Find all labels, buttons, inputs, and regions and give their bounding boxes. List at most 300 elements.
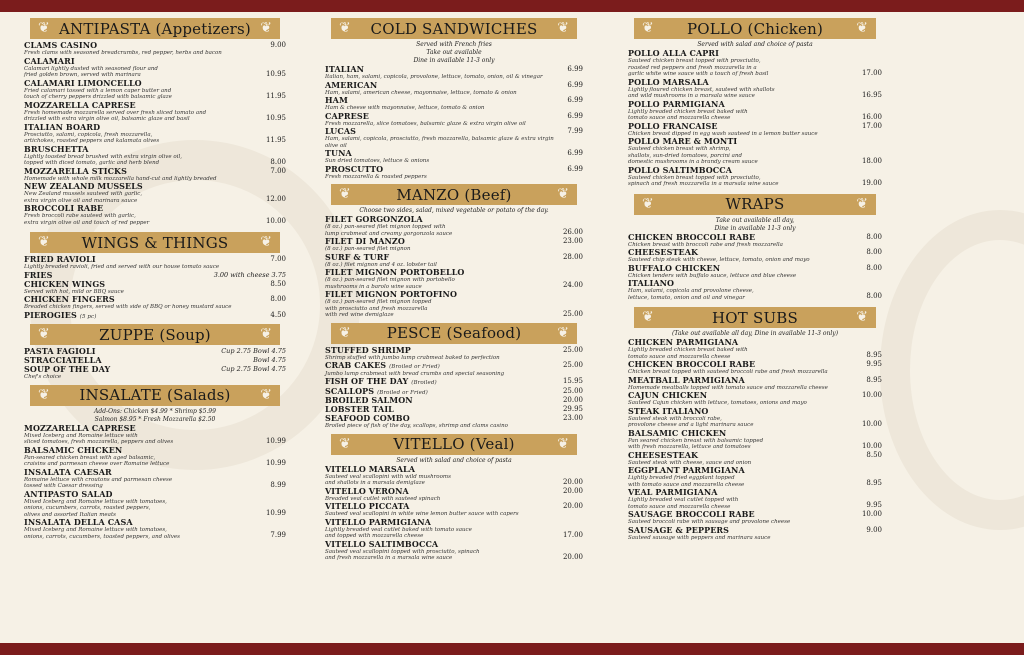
item-description: Breaded veal cutlet with sauteed spinach: [325, 495, 441, 502]
item-name-text: INSALATA DELLA CASA: [24, 517, 133, 527]
item-description: (8 oz.) filet mignon and 4 oz. lobster tail: [325, 261, 437, 268]
item-description: Lightly breaded chicken breast baked with: [628, 108, 748, 115]
column-right: [628, 14, 882, 541]
menu-item: [24, 145, 286, 167]
item-description: Pan-seared chicken breast with aged balsamic,: [24, 454, 156, 461]
item-name: [628, 391, 854, 400]
item-name-text: CHICKEN FINGERS: [24, 294, 115, 304]
item-name-text: LOBSTER TAIL: [325, 404, 394, 414]
menu-item: [628, 264, 882, 280]
item-description: and shallots in a marsala demiglaze: [325, 480, 425, 486]
item-name: [325, 253, 555, 262]
item-price: 26.00: [562, 228, 583, 236]
section-insalate: [24, 385, 286, 541]
item-name: [628, 407, 854, 416]
item-name-text: FRIES: [24, 269, 53, 280]
item-name-text: INSALATA CAESAR: [24, 466, 112, 477]
section-manzo: [325, 184, 583, 319]
item-name: [24, 518, 258, 527]
item-price: 24.00: [562, 281, 583, 289]
item-description: Lightly breaded veal cutlet baked with tomato sauce: [325, 526, 472, 533]
bull-head-icon: ❦: [557, 186, 569, 202]
item-description: Mixed Iceberg and Romaine lettuce with tomatoes,: [24, 527, 167, 533]
item-name-text: NEW ZEALAND MUSSELS: [24, 181, 143, 191]
section-title: COLD SANDWICHES: [370, 19, 538, 38]
item-description: Romaine lettuce with croutons and parmesan cheese: [24, 476, 173, 483]
item-name: [24, 182, 258, 191]
section-header-hotsubs: [634, 307, 876, 328]
item-name-text: SAUSAGE BROCCOLI RABE: [628, 509, 755, 519]
bull-head-icon: ❦: [38, 386, 50, 403]
bull-head-icon: ❦: [339, 186, 351, 202]
item-name-text: ANTIPASTO SALAD: [24, 488, 113, 499]
item-description: Homemade with whole milk mozzarella hand-cut and lightly breaded: [24, 175, 217, 182]
item-description: Fresh homemade mozzarella served over fresh sliced tomato and: [24, 109, 207, 116]
item-name-text: SURF & TURF: [325, 251, 390, 262]
item-description: Chicken breast topped with sauteed broccoli rabe and fresh mozzarella: [628, 369, 828, 375]
menu-item: [24, 424, 286, 446]
item-name: [24, 57, 258, 66]
item-name-text: POLLO PARMIGIANA: [628, 98, 725, 109]
menu-item: [628, 233, 882, 249]
bull-head-icon: ❦: [557, 20, 569, 36]
item-price: 25.00: [562, 361, 583, 369]
menu-item: [628, 488, 882, 510]
item-name-text: HAM: [325, 95, 348, 105]
item-name: [628, 122, 854, 131]
item-name-text: VITELLO MARSALA: [325, 463, 416, 474]
item-description: Ham & cheese with mayonnaise, lettuce, tomato & onion: [325, 105, 485, 111]
item-price: 10.00: [861, 391, 882, 399]
item-description: shallots, sun-dried tomatoes, porcini and: [628, 152, 743, 159]
item-name-text: CHEESESTEAK: [628, 449, 699, 460]
item-name-text: BRUSCHETTA: [24, 143, 89, 154]
item-price: 8.95: [866, 351, 882, 359]
item-name: [24, 311, 258, 321]
section-header-vitello: [331, 434, 577, 455]
item-name-text: SOUP OF THE DAY: [24, 364, 111, 374]
item-name: [628, 49, 854, 58]
item-description: Mixed Iceberg and Romaine lettuce with: [24, 432, 138, 439]
item-description: Broiled piece of fish of the day, scallops, shrimp and clams casino: [325, 423, 508, 429]
item-description: mushrooms in a barolo wine sauce: [325, 283, 422, 290]
bull-head-icon: ❦: [260, 386, 272, 403]
item-price: 16.00: [861, 112, 882, 121]
item-name: [24, 280, 258, 289]
item-name: [325, 237, 555, 246]
section-title: WINGS & THINGS: [81, 233, 229, 252]
item-description: Served with hot, mild or BBQ sauce: [24, 288, 124, 295]
menu-item: [24, 57, 286, 79]
section-subtitle: Take out available all day,: [715, 216, 795, 224]
menu-item: [24, 280, 286, 296]
section-title: INSALATE (Salads): [79, 386, 231, 404]
bull-head-icon: ❦: [642, 309, 654, 325]
menu-item: [24, 123, 286, 145]
item-description: Fresh mozzarella & roasted peppers: [325, 173, 427, 180]
menu-item: [325, 165, 583, 181]
section-subtitle: (Take out available all day, Dine in available 11-3 only): [671, 330, 839, 337]
item-name: [628, 510, 854, 519]
menu-item: [325, 361, 583, 377]
item-price: 20.00: [562, 396, 583, 404]
item-description: onions, carrots, cucumbers, toasted peppers, and olives: [24, 533, 180, 540]
item-description: domestic mushrooms in a brandy cream sauce: [628, 159, 758, 165]
item-price: 9.00: [270, 41, 286, 49]
item-name: [325, 268, 555, 277]
item-name-text: CAJUN CHICKEN: [628, 390, 708, 400]
item-name: [628, 360, 854, 369]
item-name: [628, 338, 854, 347]
item-price: 8.99: [270, 480, 286, 489]
menu-item: [325, 215, 583, 237]
item-description: Sauteed broccoli rabe with sausage and provolone cheese: [628, 519, 791, 525]
item-price: 7.00: [270, 166, 286, 175]
item-name-text: BALSAMIC CHICKEN: [628, 427, 727, 438]
menu-item: [325, 96, 583, 112]
section-title: WRAPS: [725, 195, 785, 213]
menu-item: [325, 65, 583, 81]
bull-head-icon: ❦: [38, 326, 50, 342]
item-name-text: MOZZARELLA CAPRESE: [24, 422, 136, 433]
item-price: 3.00 with cheese 3.75: [213, 270, 286, 279]
item-description: Ham, salami, copicola and provolone cheese,: [628, 288, 754, 294]
menu-item: [628, 78, 882, 100]
item-price: 10.99: [265, 436, 286, 445]
item-description: tomato sauce and mozzarella cheese: [628, 353, 731, 360]
item-price: 10.95: [265, 113, 286, 122]
item-description: Ham, salami, copicola, prosciutto, fresh mozzarella, balsamic glaze & extra virgin olive oil: [325, 136, 554, 149]
item-name: [325, 96, 555, 105]
item-price: 8.95: [866, 375, 882, 384]
item-name-text: FILET GORGONZOLA: [325, 214, 423, 224]
menu-item: [325, 237, 583, 253]
item-name-text: POLLO MARE & MONTI: [628, 136, 738, 146]
item-price: 8.00: [866, 292, 882, 300]
bull-head-icon: ❦: [856, 309, 868, 325]
item-name-text: FILET MIGNON PORTOFINO: [325, 289, 458, 299]
item-price: 12.00: [265, 195, 286, 203]
section-antipasta: [24, 18, 286, 226]
menu-item: [325, 518, 583, 540]
item-name-note: (5 pc): [79, 313, 97, 320]
item-name-text: STEAK ITALIANO: [628, 405, 709, 416]
item-description: (8 oz.) pan-seared filet mignon: [325, 246, 411, 252]
item-price: 20.00: [562, 552, 583, 561]
menu-item: [628, 510, 882, 526]
item-price: 6.99: [567, 65, 583, 73]
item-name: [325, 414, 555, 423]
item-description: Chicken breast dipped in egg wash sauteed in a lemon butter sauce: [628, 130, 818, 137]
menu-item: [628, 166, 882, 188]
item-name-text: FILET MIGNON PORTOBELLO: [325, 267, 465, 277]
item-name-text: STUFFED SHRIMP: [325, 344, 411, 355]
item-price: 8.00: [866, 248, 882, 256]
item-price: 8.50: [270, 279, 286, 288]
item-name-text: FILET DI MANZO: [325, 236, 405, 246]
item-name-text: SEAFOOD COMBO: [325, 413, 410, 423]
item-name-text: CALAMARI LIMONCELLO: [24, 77, 142, 88]
item-price: 6.99: [567, 80, 583, 89]
item-name: [24, 145, 258, 154]
item-name: [325, 165, 555, 174]
item-description: Sauteed steak with cheese, sauce and onion: [628, 459, 752, 466]
item-price: 25.00: [562, 345, 583, 354]
bottom-border: [0, 643, 1024, 655]
item-name: [325, 487, 555, 496]
item-price: 10.00: [861, 510, 882, 518]
item-price: 6.99: [567, 111, 583, 120]
top-border: [0, 0, 1024, 12]
item-name-text: VITELLO PARMIGIANA: [325, 516, 431, 527]
section-subtitle: Served with salad and choice of pasta: [396, 456, 512, 464]
section-header-cold: [331, 18, 577, 39]
bull-head-icon: ❦: [557, 324, 569, 341]
item-price: 29.95: [562, 405, 583, 413]
section-title: PESCE (Seafood): [386, 324, 522, 342]
item-price: 9.95: [866, 360, 882, 368]
item-description: roasted red peppers and fresh mozzarella in a: [628, 64, 757, 71]
menu-item: [628, 360, 882, 376]
item-name-note: (Broiled or Fried): [377, 389, 428, 396]
item-name: [24, 424, 258, 433]
item-description: Sauteed chicken breast with shrimp,: [628, 146, 731, 152]
item-name: [628, 137, 854, 146]
item-description: Italian, ham, salami, copicola, provolone, lettuce, tomato, onion, oil & vinegar: [325, 74, 543, 80]
menu-item: [628, 122, 882, 138]
section-title: VITELLO (Veal): [393, 435, 515, 453]
menu-item: [628, 279, 882, 301]
item-name-note: (Broiled): [411, 380, 437, 386]
menu-item: [24, 41, 286, 57]
item-name: [24, 255, 258, 264]
section-subtitle: Dine in available 11-3 only: [413, 57, 495, 64]
menu-item: [628, 451, 882, 467]
item-price: 15.95: [562, 377, 583, 385]
item-name: [24, 123, 258, 132]
menu-item: [325, 487, 583, 503]
item-name-text: ITALIAN BOARD: [24, 121, 101, 132]
item-name-text: STRACCIATELLA: [24, 355, 102, 365]
right-watermark: [880, 210, 1024, 530]
bull-head-icon: ❦: [856, 20, 868, 36]
item-name: [24, 468, 258, 477]
item-description: Fresh mozzarella, slice tomatoes, balsamic glaze & extra virgin olive oil: [325, 120, 526, 127]
item-description: garlic white wine sauce with a touch of fresh basil: [628, 71, 769, 77]
item-name: [325, 540, 555, 549]
item-name: [325, 518, 555, 527]
item-price: 20.00: [562, 502, 583, 510]
item-description: tossed with Caesar dressing: [24, 483, 103, 489]
item-description: topped with diced tomato, garlic and herb blend: [24, 160, 160, 166]
item-description: Jumbo lump crabmeat with bread crumbs and special seasoning: [325, 370, 505, 377]
item-name-text: CAPRESE: [325, 110, 369, 121]
item-price: Bowl 4.75: [253, 356, 286, 364]
menu-item: [628, 137, 882, 166]
menu-item: [325, 127, 583, 149]
item-description: New Zealand mussels sauteed with garlic,: [24, 191, 143, 197]
item-name: [325, 346, 555, 355]
item-name-text: CHICKEN WINGS: [24, 278, 106, 289]
menu-item: [24, 182, 286, 204]
menu-item: [24, 204, 286, 226]
item-price: 8.50: [866, 450, 882, 459]
item-description: Sauteed veal scallopini in white wine lemon butter sauce with capers: [325, 511, 519, 517]
item-name: [628, 264, 854, 273]
item-name-text: BROILED SALMON: [325, 395, 413, 405]
item-price: Cup 2.75 Bowl 4.75: [221, 365, 286, 373]
section-header-wraps: [634, 194, 876, 215]
item-description: Prosciutto, salami, copicola, fresh mozzarella,: [24, 131, 153, 138]
menu-item: [628, 466, 882, 488]
item-name: [325, 290, 555, 299]
item-description: (8 oz.) pan-seared filet mignon topped with: [325, 224, 446, 230]
bull-head-icon: ❦: [856, 195, 868, 212]
section-pesce: [325, 323, 583, 430]
item-description: Sauteed veal scallopini topped with prosciutto, spinach: [325, 548, 480, 555]
item-price: 9.00: [866, 525, 882, 534]
menu-item: [325, 149, 583, 165]
item-name: [24, 41, 258, 50]
bull-head-icon: ❦: [260, 20, 272, 36]
item-price: 16.95: [861, 90, 882, 99]
item-name: [628, 78, 854, 87]
menu-item: [628, 49, 882, 78]
menu-item: [24, 490, 286, 519]
item-price: 8.00: [866, 263, 882, 272]
item-name-text: FISH OF THE DAY: [325, 376, 409, 386]
item-name-text: FRIED RAVIOLI: [24, 254, 96, 264]
menu-item: [24, 79, 286, 101]
menu-item: [24, 365, 286, 381]
item-description: craisins and parmesan cheese over Romaine lettuce: [24, 461, 170, 467]
bull-head-icon: ❦: [38, 234, 50, 250]
item-name-text: BALSAMIC CHICKEN: [24, 444, 123, 455]
section-title: HOT SUBS: [712, 308, 798, 327]
item-price: 17.00: [861, 68, 882, 77]
item-description: (8 oz.) pan-seared filet mignon topped: [325, 299, 432, 305]
item-description: Mixed Iceberg and Romaine lettuce with tomatoes,: [24, 498, 167, 505]
item-price: 6.99: [567, 149, 583, 157]
item-description: tomato sauce and mozzarella cheese: [628, 503, 731, 510]
bull-head-icon: ❦: [260, 326, 272, 342]
item-description: with tomato sauce and mozzarella cheese: [628, 481, 745, 488]
section-header-antipasta: [30, 18, 280, 39]
item-name: [24, 167, 258, 176]
section-title: ANTIPASTA (Appetizers): [59, 19, 251, 38]
item-description: Lightly breaded chicken breast baked with: [628, 347, 748, 353]
item-price: 7.00: [270, 255, 286, 263]
item-name: [325, 127, 555, 136]
item-description: touch of cherry peppers drizzled with balsamic glaze: [24, 94, 172, 100]
item-name: [325, 112, 555, 121]
item-description: Lightly breaded veal cutlet topped with: [628, 497, 739, 503]
menu-item: [628, 429, 882, 451]
item-name: [24, 79, 258, 88]
item-name-text: ITALIAN: [325, 64, 365, 74]
item-price: 8.95: [866, 479, 882, 487]
section-zuppe: [24, 324, 286, 381]
item-name: [325, 361, 555, 371]
item-description: Breaded chicken fingers, served with side of BBQ or honey mustard sauce: [24, 304, 232, 310]
item-price: 8.00: [270, 157, 286, 166]
item-name: [628, 100, 854, 109]
section-header-insalate: [30, 385, 280, 406]
item-name: [24, 101, 258, 110]
bull-head-icon: ❦: [642, 195, 654, 212]
item-name-text: ITALIANO: [628, 278, 675, 288]
section-subtitle: Dine in available 11-3 only: [714, 224, 796, 232]
item-description: spinach and fresh mozzarella in a marsala wine sauce: [628, 181, 779, 187]
menu-item: [628, 391, 882, 407]
item-name-text: PROSCUTTO: [325, 163, 384, 174]
item-description: Lightly breaded fried eggplant topped: [628, 475, 735, 481]
item-name-text: VITELLO VERONA: [325, 485, 409, 496]
item-price: 25.00: [562, 309, 583, 318]
section-wings: [24, 232, 286, 320]
item-name-text: CHICKEN BROCCOLI RABE: [628, 359, 756, 369]
item-name-text: CHEESESTEAK: [628, 247, 699, 257]
item-description: Sun dried tomatoes, lettuce & onions: [325, 158, 430, 164]
item-description: provolone cheese and a light marinara sauce: [628, 422, 754, 428]
item-price: 7.99: [270, 531, 286, 539]
item-name-text: CLAMS CASINO: [24, 40, 98, 50]
section-header-manzo: [331, 184, 577, 205]
addons-note: Add-Ons: Chicken $4.99 * Shrimp $5.99: [94, 407, 216, 415]
menu-item: [24, 468, 286, 490]
item-description: onions, cucumbers, carrots, roasted peppers,: [24, 505, 151, 511]
item-price: 6.99: [567, 164, 583, 173]
item-description: Fried calamari tossed with a lemon caper butter and: [24, 87, 172, 94]
menu-item: [325, 346, 583, 362]
item-price: 18.00: [861, 156, 882, 165]
column-middle: [325, 14, 583, 562]
item-price: 10.99: [265, 458, 286, 467]
item-name-text: PIEROGIES: [24, 309, 77, 320]
item-description: lump crabmeat and creamy gorgonzola sauce: [325, 230, 453, 237]
item-price: 10.00: [861, 441, 882, 450]
item-description: Fresh clams with seasoned breadcrumbs, red pepper, herbs and bacon: [24, 50, 222, 56]
menu-item: [325, 81, 583, 97]
bull-head-icon: ❦: [38, 20, 50, 36]
item-name-text: CRAB CAKES: [325, 360, 387, 370]
item-name: [325, 465, 555, 474]
menu-item: [628, 338, 882, 360]
column-left: [24, 14, 286, 540]
item-name: [24, 204, 258, 213]
item-description: Sauteed chip steak with cheese, lettuce, tomato, onion and mayo: [628, 257, 810, 263]
item-description: Chicken tenders with buffalo sauce, lettuce and blue cheese: [628, 272, 797, 279]
item-price: 23.00: [562, 237, 583, 245]
item-name: [628, 248, 854, 257]
item-description: Sauteed chicken breast topped with prosciutto,: [628, 174, 761, 181]
addons-note: Salmon $8.95 * Fresh Mozzarella $2.50: [94, 415, 216, 423]
item-description: and wild mushrooms in a marsala wine sauce: [628, 93, 755, 99]
item-description: artichokes, roasted peppers and kalamata olives: [24, 138, 160, 144]
item-description: Lightly breaded ravioli, fried and served with our house tomato sauce: [24, 264, 220, 270]
menu-item: [24, 255, 286, 271]
bull-head-icon: ❦: [339, 435, 351, 452]
menu-item: [325, 502, 583, 518]
bull-head-icon: ❦: [557, 435, 569, 452]
item-name: [628, 233, 854, 242]
section-wraps: [628, 194, 882, 302]
menu-item: [325, 465, 583, 487]
item-price: 4.50: [270, 310, 286, 319]
section-subtitle: Take out available: [426, 49, 482, 56]
item-name-text: AMERICAN: [325, 79, 378, 90]
item-name-text: POLLO SALTIMBOCCA: [628, 164, 733, 175]
